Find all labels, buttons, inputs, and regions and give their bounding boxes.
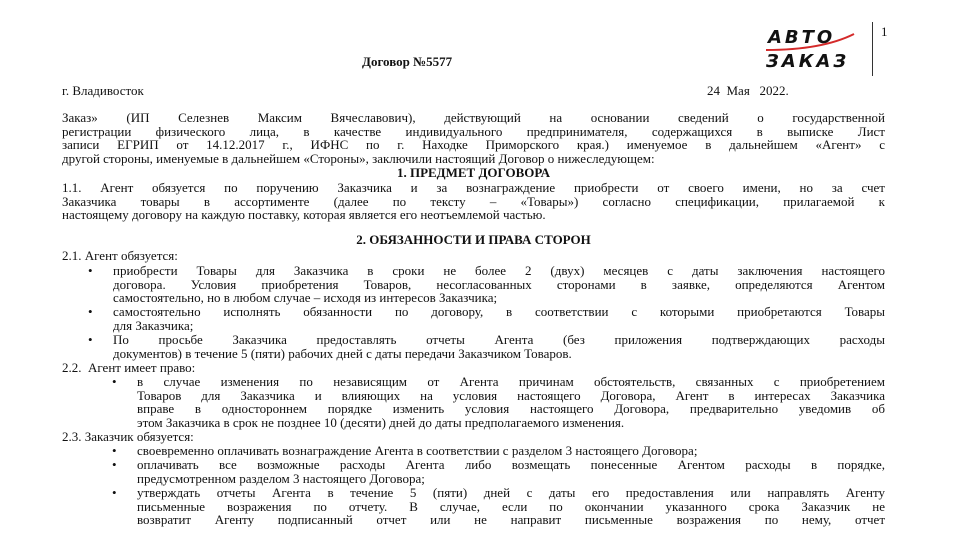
text-line: приобрести Товары для Заказчика в сроки не более 2 (двух) месяцев с даты заключения настоящего (113, 263, 885, 278)
list-item (112, 443, 885, 458)
text-line: этом Заказчика в срок не позднее 10 (десяти) дней до даты предполагаемого изменения. (137, 414, 625, 430)
text-line: По просьбе Заказчика предоставлять отчеты Агента (без приложения подтверждающих расходы (113, 332, 885, 347)
text-line: самостоятельно исполнять обязанности по договору, в соответствии с которыми приобретаются Товары (113, 304, 885, 319)
bullet-icon: • (112, 374, 117, 389)
list-item (112, 485, 885, 527)
text-line: 1.1. Агент обязуется по поручению Заказчика и за вознаграждение приобрести от своего имени, но за счет (62, 180, 885, 195)
contract-date: 24 Мая 2022. (707, 83, 789, 98)
bullet-icon: • (112, 443, 117, 458)
list-item (112, 457, 885, 486)
text-line: своевременно оплачивать вознаграждение Агента в соответствии с разделом 3 настоящего Договора; (137, 443, 698, 458)
clause-1-1 (62, 181, 885, 222)
text-line: другой стороны, именуемые в дальнейшем «Стороны», заключили настоящий Договор о нижеследующем: (62, 150, 655, 166)
text-line: Товаров для Заказчика и влияющих на условия настоящего Договора, Агент в интересах Заказчика (137, 387, 885, 403)
logo-line2: ЗАКАЗ (766, 51, 850, 72)
text-line: документов) в течение 5 (пяти) рабочих дней с даты передачи Заказчиком Товаров. (113, 345, 572, 361)
text-line: Заказчика товары в ассортименте (далее по тексту – «Товары») согласно спецификации, прилагаемой к (62, 193, 885, 209)
text-line: 2.2. Агент имеет право: (62, 360, 196, 375)
logo-swoosh-icon (762, 32, 862, 52)
list-item (88, 304, 885, 333)
city: г. Владивосток (62, 83, 144, 98)
bullet-icon: • (112, 457, 117, 472)
document-title: Договор №5577 (362, 54, 453, 69)
clause-2-1-label (62, 249, 885, 263)
text-line: предусмотренном разделом 3 настоящего Договора; (137, 470, 425, 486)
bullet-icon: • (112, 485, 117, 500)
text-line: возвратит Агенту подписанный отчет или не направит письменные возражения по нему, отчет (137, 512, 885, 527)
text-line: утверждать отчеты Агента в течение 5 (пяти) дней с даты его предоставления или направлять Агенту (137, 485, 885, 500)
page-number: 1 (881, 24, 888, 39)
bullet-icon: • (88, 304, 93, 319)
text-line: Заказ» (ИП Селезнев Максим Вячеславович), действующий на основании сведений о государственной (62, 110, 885, 125)
text-line: 2.3. Заказчик обязуется: (62, 429, 194, 444)
list-item (112, 374, 885, 430)
bullet-icon: • (88, 263, 93, 278)
text-line: самостоятельно, но в любом случае – исходя из интересов Заказчика; (113, 290, 498, 305)
text-line: договора. Условия приобретения Товаров, несогласованных сторонами в заявке, определяются Агентом (113, 276, 885, 292)
text-line: в случае изменения по независящим от Агента причинам обстоятельств, связанных с приобретением (137, 374, 885, 389)
clause-2-2-label (62, 361, 885, 375)
section-2-heading: 2. ОБЯЗАННОСТИ И ПРАВА СТОРОН (356, 232, 591, 247)
text-line: записи ЕГРИП от 14.12.2017 г., ИФНС по г. Находке Приморского края.) именуемое в дальнейшем «Агент» с (62, 137, 885, 152)
clause-2-3-label (62, 430, 885, 444)
text-line: 2.1. Агент обязуется: (62, 248, 178, 263)
text-line: письменные возражения по отчету. В случае, если по окончании указанного срока Заказчик не (137, 498, 885, 514)
list-item (88, 263, 885, 305)
intro-paragraph (62, 111, 885, 165)
text-line: для Заказчика; (113, 317, 194, 333)
company-logo (762, 28, 862, 76)
logo-line1: АВТО (768, 27, 836, 48)
text-line: оплачивать все возможные расходы Агента либо возмещать понесенные Агентом расходы в порядке, (137, 457, 885, 472)
list-item (88, 332, 885, 361)
section-1-heading: 1. ПРЕДМЕТ ДОГОВОРА (396, 165, 551, 180)
header-divider (872, 22, 873, 76)
text-line: вправе в одностороннем порядке изменить условия настоящего Договора, предварительно уведомив об (137, 401, 885, 416)
text-line: регистрации физического лица, в качестве индивидуального предпринимателя, содержащихся в выписке Лист (62, 123, 885, 139)
text-line: настоящему договору на каждую поставку, которая является его неотъемлемой частью. (62, 207, 546, 222)
bullet-icon: • (88, 332, 93, 347)
